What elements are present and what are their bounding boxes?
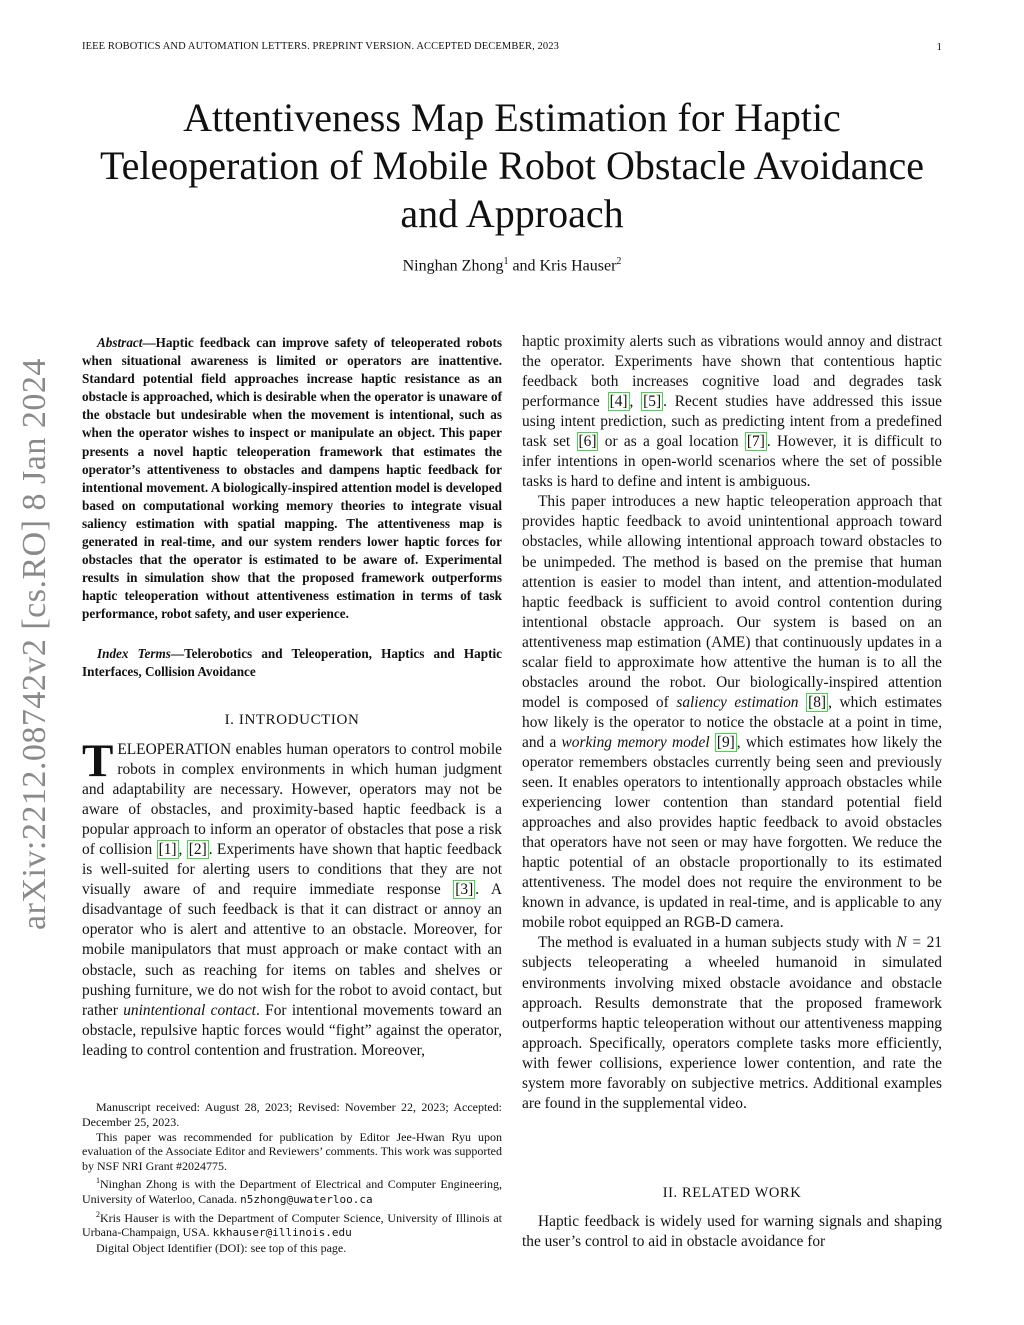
citation-link[interactable]: [3] [455,881,474,899]
math-expression: N = [896,934,922,952]
affiliation-mark: 2 [616,256,622,267]
abstract-text: —Haptic feedback can improve safety of teleoperated robots when situational awareness is limited or operators are inattentive. Standard potential field approaches increase haptic resistance as an obstacle is approached, which is desirable when the operator is unaware of the obstacle but undesirable when the movement is intentional, such as when the operator wishes to inspect or manipulate an object. This paper presents a novel haptic teleoperation framework that estimates the operator’s attentiveness to obstacles and dampens haptic feedback for intentional movement. A biologically-inspired attention model is developed based on computational working memory theories to integrate visual saliency estimation with spatial mapping. The attentiveness map is generated in real-time, and our system renders lower haptic forces for obstacles that the operator is estimated to be aware of. Experimental results in simulation show that the proposed framework outperforms haptic teleoperation without attentiveness estimation in terms of task performance, robot safety, and user experience. [82,335,502,622]
introduction-text [82,735,503,1061]
citation-link[interactable]: [4] [609,393,628,411]
paragraph-text: or as a goal location [598,433,745,451]
paragraph-text: , which estimates how likely is the operator to notice the obstacle at a point in time, and a [522,693,942,751]
section-heading: I. INTRODUCTION [224,712,360,728]
emphasis-text: working memory model [561,733,710,751]
footnotes [82,1100,502,1256]
citation-link[interactable]: [1] [158,841,177,859]
footnote-text: Kris Hauser is with the Department of Computer Science, University of Illinois at Urbana-Champaign, USA. [82,1210,502,1240]
footnote-text: Ninghan Zhong is with the Department of Electrical and Computer Engineering, University of Waterloo, Canada. [82,1176,502,1206]
author-name: Ninghan Zhong [402,257,504,275]
paragraph-text: . Recent studies have addressed this issue using intent prediction, such as predicting intent from a predefined task set [522,393,943,451]
affiliation-mark: 1 [96,1175,100,1185]
citation-separator: , [629,393,642,411]
page-number: 1 [936,41,942,53]
right-column-text [522,332,942,1114]
paragraph-text: The method is evaluated in a human subjects study with [538,934,897,952]
journal-header: IEEE ROBOTICS AND AUTOMATION LETTERS. PREPRINT VERSION. ACCEPTED DECEMBER, 2023 [82,41,559,52]
emphasis-text: unintentional contact [123,1001,256,1019]
title-line: and Approach [400,191,624,236]
related-work-text [522,1212,942,1252]
index-terms-lead: Index Terms [97,646,171,661]
affiliation-mark: 1 [503,256,509,267]
affiliation-mark: 2 [96,1209,100,1219]
footnote: Manuscript received: August 28, 2023; Revised: November 22, 2023; Accepted: December 25, 2023. [82,1100,502,1129]
title-line: Attentiveness Map Estimation for Haptic [183,95,841,140]
section-heading: II. RELATED WORK [662,1185,802,1201]
paragraph-text: . For intentional movements toward an obstacle, repulsive haptic forces would “fight” against the operator, leading to control contention and frustration. Moreover, [82,1001,502,1059]
footnote: Digital Object Identifier (DOI): see top of this page. [96,1241,347,1256]
index-terms [82,645,502,681]
author-name: Kris Hauser [539,257,617,275]
citation-link[interactable]: [7] [746,433,765,451]
paragraph-text: . A disadvantage of such feedback is that it can distract or annoy an operator who is alert and attentive to an obstacle. Moreover, for mobile manipulators that must approach or make contact with an obstacle, such as reaching for items on tables and shelves or pushing furniture, we do not wish for the robot to avoid contact, but rather [82,881,502,1019]
author-joiner: and [508,257,540,275]
paper-title [60,94,964,238]
paragraph-text: This paper introduces a new haptic teleoperation approach that provides haptic feedback to avoid unintentional approach toward obstacles, while allowing intentional approach toward obstacles to be unimpeded. The method is based on the premise that human attention is easier to model than intent, and attention-modulated haptic feedback is sufficient to avoid control contention during intentional obstacle approach. Our system is based on an attentiveness map estimation (AME) that continuously updates in a scalar field to approximate how attentive the human is to all the obstacles around the robot. Our biologically-inspired attention model is composed of [522,493,942,711]
drop-cap: T [82,735,114,787]
citation-link[interactable]: [5] [643,393,662,411]
email-link[interactable]: n5zhong@uwaterloo.ca [240,1192,373,1206]
footnote [82,1208,502,1242]
paragraph-text: Haptic feedback is widely used for warning signals and shaping the user’s control to aid in obstacle avoidance for [522,1213,942,1251]
paragraph-text: ELEOPERATION enables human operators to control mobile robots in complex environments in which human judgment and adaptability are necessary. However, operators may not be aware of obstacles, and proximity-based haptic feedback is a popular approach to inform an operator of obstacles that pose a risk of collision [82,741,502,859]
email-link[interactable]: kkhauser@illinois.edu [212,1226,352,1240]
paragraph-text: 21 subjects teleoperating a wheeled humanoid in simulated environments involving mixed obstacle avoidance and obstacle approach. Results demonstrate that the proposed framework outperforms haptic teleoperation without our attentiveness mapping approach. Specifically, operators complete tasks more efficiently, with fewer collisions, experience lower contention, and rate the system more favorably on subjective metrics. Additional examples are found in the supplemental video. [522,934,943,1112]
paragraph-text: . Experiments have shown that haptic feedback is well-suited for alerting users to conditions that they are not visually aware of and require immediate response [82,841,503,899]
footnote: This paper was recommended for publication by Editor Jee-Hwan Ryu upon evaluation of the Associate Editor and Reviewers’ comments. This work was supported by NSF NRI Grant #2024775. [82,1129,502,1174]
abstract-lead: Abstract [97,335,143,350]
emphasis-text: saliency estimation [676,693,799,711]
title-line: Teleoperation of Mobile Robot Obstacle Avoidance [99,143,924,188]
arxiv-identifier[interactable]: arXiv:2212.08742v2 [cs.RO] 8 Jan 2024 [16,358,53,930]
paragraph-text: , which estimates how likely the operator remembers obstacles currently being seen and previously seen. It enables operators to intentionally approach obstacles while experiencing lower contention than standard potential field approaches and also provides haptic feedback to avoid obstacles that operators have not seen or may have forgotten. We reduce the haptic potential of an obstacle proportionally to its estimated attentiveness. The model does not require the environment to be known in advance, is updated in real-time, and is applicable to any mobile robot equipped an RGB-D camera. [522,733,943,932]
citation-link[interactable]: [6] [578,433,597,451]
citation-link[interactable]: [9] [716,733,735,751]
footnote [82,1174,502,1208]
abstract [82,334,502,624]
paragraph-text: haptic proximity alerts such as vibrations would annoy and distract the operator. Experiments have shown that contentious haptic feedback both increases cognitive load and degrades task performance [522,333,942,411]
citation-link[interactable]: [2] [188,841,207,859]
citation-separator: , [178,841,187,859]
index-terms-text: —Telerobotics and Teleoperation, Haptics and Haptic Interfaces, Collision Avoidance [82,646,502,680]
citation-link[interactable]: [8] [808,693,827,711]
author-list [0,256,1024,275]
paragraph-text: . However, it is difficult to infer intentions in open-world scenarios where the set of possible tasks is hard to define and intent is ambiguous. [522,433,942,491]
